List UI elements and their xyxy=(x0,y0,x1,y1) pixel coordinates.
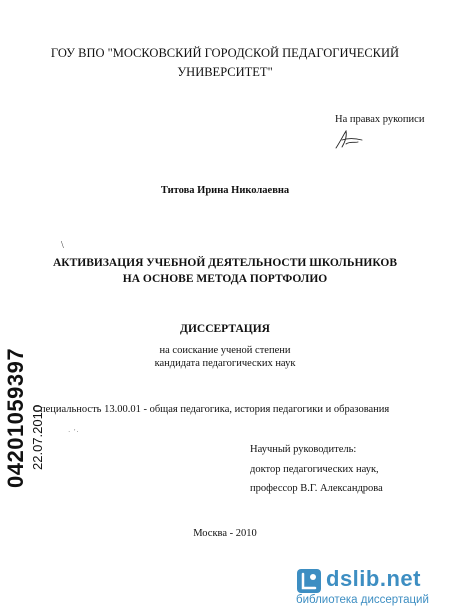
document-type: ДИССЕРТАЦИЯ xyxy=(180,323,270,335)
supervisor-name: профессор В.Г. Александрова xyxy=(250,483,383,494)
degree-info xyxy=(0,344,450,370)
dslib-logo-icon xyxy=(296,568,322,594)
supervisor-role: Научный руководитель: xyxy=(250,444,357,455)
dissertation-title xyxy=(0,255,450,287)
stamp-date: 22.07.2010 xyxy=(30,404,45,470)
institution-line-2: УНИВЕРСИТЕТ" xyxy=(177,65,273,79)
institution-line-1: ГОУ ВПО "МОСКОВСКИЙ ГОРОДСКОЙ ПЕДАГОГИЧЕСКИЙ xyxy=(50,46,400,60)
stamp-number: 04201059397 xyxy=(3,347,28,488)
rights-note: На правах рукописи xyxy=(335,114,425,125)
watermark-site: dslib.net xyxy=(326,566,421,591)
author-name: Титова Ирина Николаевна xyxy=(160,185,290,196)
city-year: Москва - 2010 xyxy=(193,528,257,539)
watermark-caption: библиотека диссертаций xyxy=(296,594,429,606)
title-line-2: НА ОСНОВЕ МЕТОДА ПОРТФОЛИО xyxy=(122,273,328,285)
library-stamp xyxy=(4,348,64,488)
dslib-watermark[interactable] xyxy=(296,566,446,612)
supervisor-block xyxy=(250,440,383,499)
scan-tick-mark: \ xyxy=(61,240,64,251)
degree-line-2: кандидата педагогических наук xyxy=(154,358,296,369)
supervisor-degree: доктор педагогических наук, xyxy=(250,463,379,475)
title-line-1: АКТИВИЗАЦИЯ УЧЕБНОЙ ДЕЯТЕЛЬНОСТИ ШКОЛЬНИКОВ xyxy=(52,257,398,269)
scan-smudge: · '· xyxy=(68,428,80,436)
institution-header xyxy=(0,44,450,82)
degree-line-1: на соискание ученой степени xyxy=(159,345,291,356)
specialty-line: Специальность 13.00.01 - общая педагогика, история педагогики и образования xyxy=(33,404,390,415)
signature-scribble xyxy=(332,128,366,152)
